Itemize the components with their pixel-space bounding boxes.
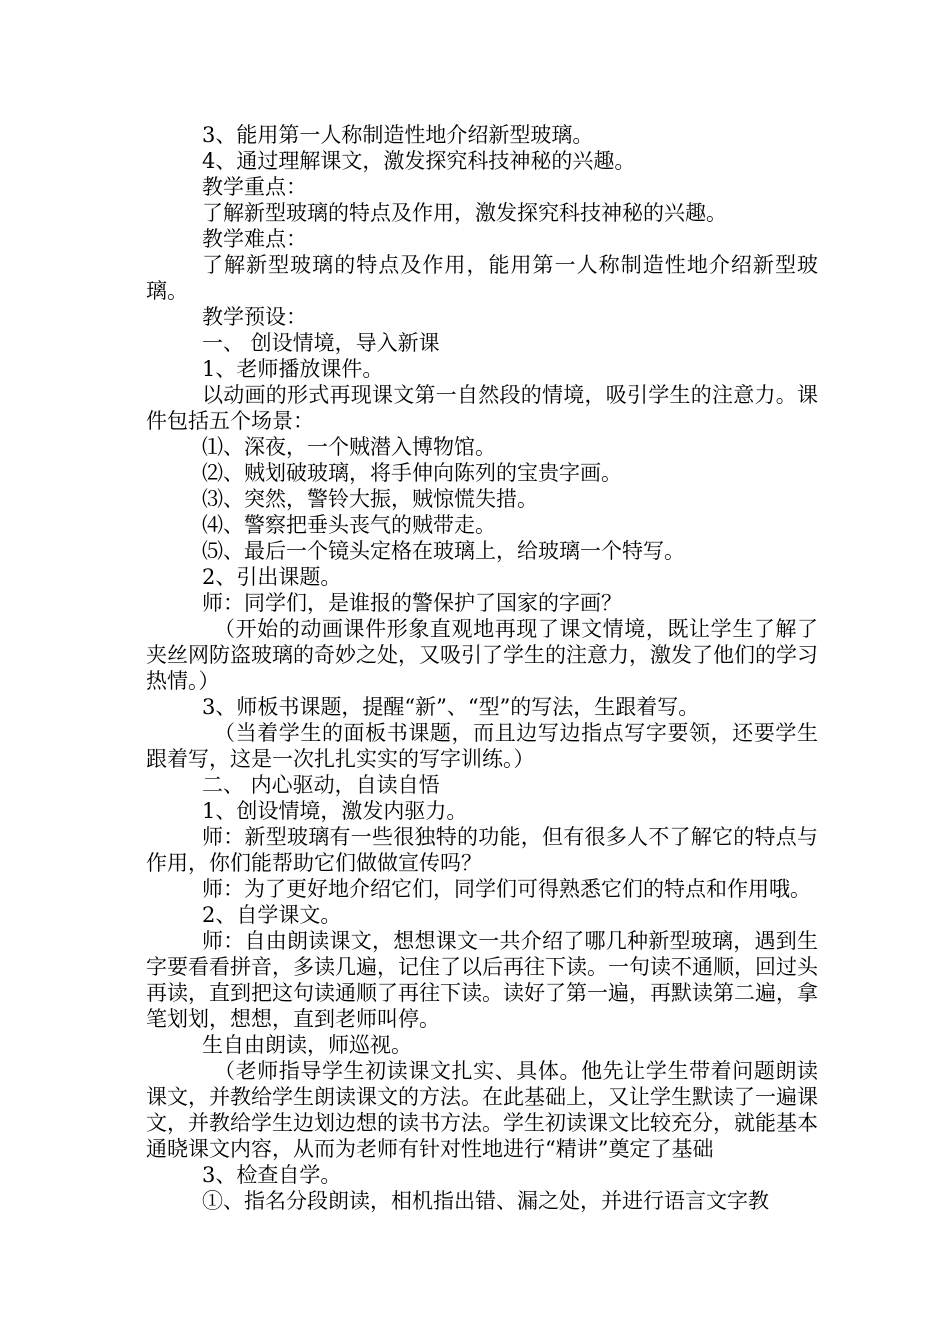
section-1-heading: 一、 创设情境，导入新课 [202,331,440,355]
step-1-1-desc: 以动画的形式再现课文第一自然段的情境，吸引学生的注意力。课件包括五个场景： [146,383,818,433]
commentary-3: （老师指导学生初读课文扎实、具体。他先让学生带着问题朗读课文，并教给学生朗读课文的方法。在此基础上，又让学生默读了一遍课文，并教给学生边划边想的读书方法。学生初读课文比较充分，就能基本通晓课文内容，从而为老师有针对性地进行“精讲”奠定了基础 [146,1059,818,1161]
teacher-line-1: 师：新型玻璃有一些很独特的功能，但有很多人不了解它的特点与作用，你们能帮助它们做做宣传吗？ [146,825,818,875]
step-1-2: 2、引出课题。 [202,565,342,589]
key-points-heading: 教学重点： [202,175,307,199]
scene-4: ⑷、警察把垂头丧气的贼带走。 [202,513,496,537]
student-reading: 生自由朗读，师巡视。 [202,1033,412,1057]
step-1-1: 1、老师播放课件。 [202,357,384,381]
step-2-3: 3、检查自学。 [202,1163,342,1187]
scene-3: ⑶、突然，警铃大振，贼惊慌失措。 [202,487,538,511]
difficulties-heading: 教学难点： [202,227,307,251]
commentary-2: （当着学生的面板书课题，而且边写边指点写字要领，还要学生跟着写，这是一次扎扎实实的写字训练。） [146,721,818,771]
objective-3: 3、能用第一人称制造性地介绍新型玻璃。 [202,123,594,147]
teacher-question: 师：同学们，是谁报的警保护了国家的字画？ [202,591,622,615]
step-2-2: 2、自学课文。 [202,903,342,927]
check-item-1: ①、指名分段朗读，相机指出错、漏之处，并进行语言文字教 [202,1189,769,1213]
scene-1: ⑴、深夜，一个贼潜入博物馆。 [202,435,496,459]
step-1-3: 3、师板书课题，提醒“新”、“型”的写法，生跟着写。 [202,695,700,719]
document-page [146,122,818,1214]
key-points-text: 了解新型玻璃的特点及作用，激发探究科技神秘的兴趣。 [202,201,727,225]
objective-4: 4、通过理解课文，激发探究科技神秘的兴趣。 [202,149,636,173]
teacher-line-3: 师：自由朗读课文，想想课文一共介绍了哪几种新型玻璃，遇到生字要看看拼音，多读几遍，记住了以后再往下读。一句读不通顺，回过头再读，直到把这句读通顺了再往下读。读好了第一遍，再默读第二遍，拿笔划划，想想，直到老师叫停。 [146,929,818,1031]
preset-heading: 教学预设： [202,305,307,329]
step-2-1: 1、创设情境，激发内驱力。 [202,799,468,823]
scene-5: ⑸、最后一个镜头定格在玻璃上，给玻璃一个特写。 [202,539,685,563]
scene-2: ⑵、贼划破玻璃，将手伸向陈列的宝贵字画。 [202,461,622,485]
commentary-1: （开始的动画课件形象直观地再现了课文情境，既让学生了解了夹丝网防盗玻璃的奇妙之处，又吸引了学生的注意力，激发了他们的学习热情。） [146,617,818,693]
teacher-line-2: 师：为了更好地介绍它们，同学们可得熟悉它们的特点和作用哦。 [202,877,811,901]
section-2-heading: 二、 内心驱动，自读自悟 [202,773,440,797]
difficulties-text: 了解新型玻璃的特点及作用，能用第一人称制造性地介绍新型玻璃。 [146,253,818,303]
